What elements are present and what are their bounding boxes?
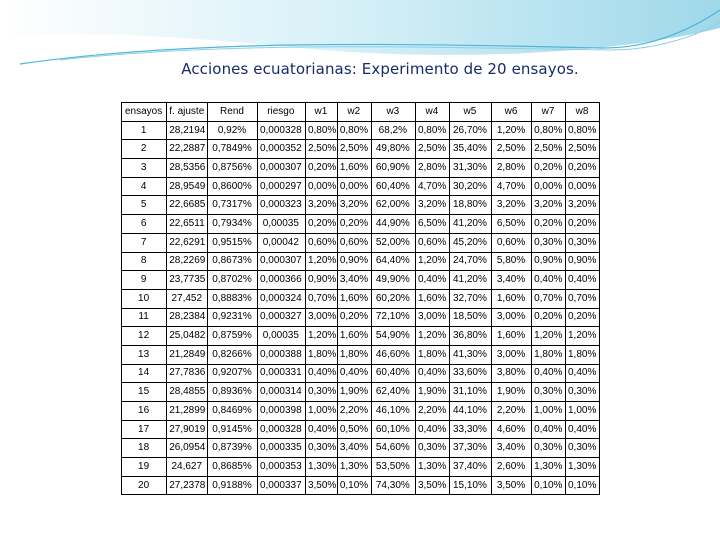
table-cell: 52,00% [371, 233, 415, 252]
table-cell: 0,60% [492, 233, 532, 252]
table-cell: 1,60% [337, 289, 371, 308]
table-cell: 3,20% [337, 196, 371, 215]
table-cell: 0,80% [337, 121, 371, 140]
table-cell: 1,60% [415, 289, 449, 308]
table-cell: 0,000335 [257, 439, 305, 458]
table-cell: 3,00% [415, 308, 449, 327]
table-cell: 0,80% [305, 121, 337, 140]
table-cell: 1,30% [337, 458, 371, 477]
table-cell: 0,40% [566, 364, 600, 383]
table-cell: 23,7735 [167, 271, 208, 290]
table-cell: 60,10% [371, 420, 415, 439]
table-cell: 2,80% [492, 159, 532, 178]
table-cell: 1,90% [337, 383, 371, 402]
table-cell: 45,20% [449, 233, 491, 252]
table-cell: 22,6291 [167, 233, 208, 252]
table-cell: 0,40% [532, 271, 566, 290]
table-cell: 1,20% [492, 121, 532, 140]
table-cell: 2,20% [415, 402, 449, 421]
table-cell: 1,80% [532, 345, 566, 364]
trial-number-cell: 11 [122, 308, 167, 327]
table-row [122, 196, 600, 215]
table-cell: 28,5356 [167, 159, 208, 178]
table-cell: 3,40% [337, 271, 371, 290]
table-cell: 4,70% [492, 177, 532, 196]
table-cell: 0,10% [566, 476, 600, 495]
table-cell: 33,30% [449, 420, 491, 439]
table-cell: 0,20% [305, 159, 337, 178]
table-cell: 27,7836 [167, 364, 208, 383]
table-cell: 0,000331 [257, 364, 305, 383]
table-cell: 3,40% [337, 439, 371, 458]
table-cell: 3,50% [415, 476, 449, 495]
table-cell: 0,000307 [257, 159, 305, 178]
table-cell: 0,00035 [257, 215, 305, 234]
trial-number-cell: 12 [122, 327, 167, 346]
table-row [122, 476, 600, 495]
table-cell: 0,000328 [257, 420, 305, 439]
table-cell: 1,60% [492, 327, 532, 346]
table-row [122, 383, 600, 402]
trial-number-cell: 15 [122, 383, 167, 402]
table-cell: 0,40% [532, 420, 566, 439]
table-cell: 2,50% [337, 140, 371, 159]
table-cell: 27,2378 [167, 476, 208, 495]
table-cell: 0,00% [566, 177, 600, 196]
header-cell: f. ajuste [167, 103, 208, 122]
table-cell: 49,90% [371, 271, 415, 290]
table-cell: 37,40% [449, 458, 491, 477]
table-row [122, 140, 600, 159]
table-cell: 0,60% [305, 233, 337, 252]
trial-number-cell: 2 [122, 140, 167, 159]
table-cell: 0,9145% [208, 420, 257, 439]
table-cell: 0,000297 [257, 177, 305, 196]
table-cell: 0,40% [566, 271, 600, 290]
table-cell: 0,40% [566, 420, 600, 439]
table-cell: 0,90% [305, 271, 337, 290]
table-cell: 0,8883% [208, 289, 257, 308]
table-cell: 3,20% [566, 196, 600, 215]
table-cell: 60,40% [371, 177, 415, 196]
table-cell: 1,80% [337, 345, 371, 364]
table-row [122, 233, 600, 252]
table-cell: 0,9207% [208, 364, 257, 383]
table-cell: 0,000388 [257, 345, 305, 364]
table-cell: 1,20% [305, 252, 337, 271]
table-cell: 0,20% [532, 215, 566, 234]
table-row [122, 345, 600, 364]
table-cell: 3,00% [305, 308, 337, 327]
table-cell: 3,50% [492, 476, 532, 495]
table-cell: 0,7934% [208, 215, 257, 234]
table-cell: 0,90% [566, 252, 600, 271]
table-cell: 2,50% [532, 140, 566, 159]
table-cell: 28,2269 [167, 252, 208, 271]
table-cell: 53,50% [371, 458, 415, 477]
table-cell: 62,00% [371, 196, 415, 215]
table-cell: 0,30% [305, 383, 337, 402]
table-cell: 54,60% [371, 439, 415, 458]
table-row [122, 271, 600, 290]
table-cell: 68,2% [371, 121, 415, 140]
table-cell: 1,30% [305, 458, 337, 477]
table-cell: 1,30% [566, 458, 600, 477]
table-row [122, 252, 600, 271]
trial-number-cell: 8 [122, 252, 167, 271]
table-cell: 0,20% [566, 159, 600, 178]
table-cell: 0,9515% [208, 233, 257, 252]
table-cell: 0,7849% [208, 140, 257, 159]
trial-number-cell: 20 [122, 476, 167, 495]
table-cell: 72,10% [371, 308, 415, 327]
table-cell: 1,00% [566, 402, 600, 421]
table-cell: 46,10% [371, 402, 415, 421]
table-cell: 2,60% [492, 458, 532, 477]
table-row [122, 458, 600, 477]
table-cell: 0,50% [337, 420, 371, 439]
table-cell: 41,20% [449, 271, 491, 290]
table-cell: 27,9019 [167, 420, 208, 439]
header-cell: ensayos [122, 103, 167, 122]
table-cell: 0,30% [305, 439, 337, 458]
table-cell: 41,20% [449, 215, 491, 234]
trial-number-cell: 5 [122, 196, 167, 215]
trial-number-cell: 10 [122, 289, 167, 308]
table-cell: 3,20% [415, 196, 449, 215]
table-cell: 1,30% [415, 458, 449, 477]
table-cell: 0,90% [337, 252, 371, 271]
table-cell: 0,00% [305, 177, 337, 196]
table-cell: 5,80% [492, 252, 532, 271]
trial-number-cell: 13 [122, 345, 167, 364]
table-cell: 0,8673% [208, 252, 257, 271]
table-cell: 28,9549 [167, 177, 208, 196]
table-cell: 60,20% [371, 289, 415, 308]
table-cell: 62,40% [371, 383, 415, 402]
table-cell: 0,000366 [257, 271, 305, 290]
trial-number-cell: 7 [122, 233, 167, 252]
table-cell: 64,40% [371, 252, 415, 271]
table-cell: 0,000323 [257, 196, 305, 215]
header-cell: w8 [566, 103, 600, 122]
table-row [122, 439, 600, 458]
table-cell: 35,40% [449, 140, 491, 159]
table-cell: 0,20% [532, 159, 566, 178]
table-cell: 24,70% [449, 252, 491, 271]
trial-number-cell: 16 [122, 402, 167, 421]
table-cell: 1,60% [492, 289, 532, 308]
table-cell: 0,8685% [208, 458, 257, 477]
table-cell: 22,6685 [167, 196, 208, 215]
table-cell: 1,20% [415, 252, 449, 271]
table-cell: 0,8936% [208, 383, 257, 402]
table-row [122, 121, 600, 140]
header-cell: w1 [305, 103, 337, 122]
table-cell: 4,70% [415, 177, 449, 196]
table-cell: 3,40% [492, 439, 532, 458]
table-cell: 33,60% [449, 364, 491, 383]
table-cell: 1,00% [532, 402, 566, 421]
table-cell: 41,30% [449, 345, 491, 364]
table-cell: 60,90% [371, 159, 415, 178]
table-cell: 3,50% [305, 476, 337, 495]
header-cell: w3 [371, 103, 415, 122]
table-cell: 0,40% [415, 420, 449, 439]
table-cell: 1,80% [415, 345, 449, 364]
table-cell: 0,40% [305, 420, 337, 439]
table-cell: 18,80% [449, 196, 491, 215]
table-cell: 0,92% [208, 121, 257, 140]
table-cell: 1,00% [305, 402, 337, 421]
table-cell: 2,20% [492, 402, 532, 421]
table-cell: 1,20% [566, 327, 600, 346]
trial-number-cell: 14 [122, 364, 167, 383]
table-cell: 28,2194 [167, 121, 208, 140]
table-row [122, 177, 600, 196]
table-cell: 0,80% [532, 121, 566, 140]
table-cell: 0,70% [305, 289, 337, 308]
table-cell: 0,8702% [208, 271, 257, 290]
table-cell: 31,10% [449, 383, 491, 402]
table-cell: 15,10% [449, 476, 491, 495]
table-cell: 3,20% [492, 196, 532, 215]
table-cell: 74,30% [371, 476, 415, 495]
table-cell: 60,40% [371, 364, 415, 383]
table-cell: 27,452 [167, 289, 208, 308]
trial-number-cell: 4 [122, 177, 167, 196]
table-cell: 26,70% [449, 121, 491, 140]
trial-number-cell: 3 [122, 159, 167, 178]
table-cell: 0,40% [305, 364, 337, 383]
table-cell: 0,000327 [257, 308, 305, 327]
table-cell: 0,60% [415, 233, 449, 252]
table-cell: 6,50% [415, 215, 449, 234]
table-cell: 0,30% [566, 439, 600, 458]
table-cell: 1,90% [492, 383, 532, 402]
table-cell: 21,2849 [167, 345, 208, 364]
table-cell: 0,40% [415, 271, 449, 290]
table-cell: 0,8739% [208, 439, 257, 458]
table-cell: 3,00% [492, 345, 532, 364]
header-cell: riesgo [257, 103, 305, 122]
table-cell: 0,20% [566, 215, 600, 234]
table-row [122, 215, 600, 234]
trial-number-cell: 18 [122, 439, 167, 458]
table-cell: 0,000352 [257, 140, 305, 159]
table-cell: 6,50% [492, 215, 532, 234]
table-cell: 30,20% [449, 177, 491, 196]
table-cell: 2,50% [415, 140, 449, 159]
header-cell: w4 [415, 103, 449, 122]
table-cell: 25,0482 [167, 327, 208, 346]
table-cell: 0,7317% [208, 196, 257, 215]
table-cell: 0,40% [337, 364, 371, 383]
table-cell: 2,80% [415, 159, 449, 178]
header-cell: w6 [492, 103, 532, 122]
table-cell: 3,40% [492, 271, 532, 290]
table-cell: 0,20% [532, 308, 566, 327]
table-cell: 44,90% [371, 215, 415, 234]
header-cell: w5 [449, 103, 491, 122]
table-cell: 24,627 [167, 458, 208, 477]
table-cell: 0,8759% [208, 327, 257, 346]
table-cell: 0,70% [566, 289, 600, 308]
table-cell: 0,8600% [208, 177, 257, 196]
table-cell: 2,50% [492, 140, 532, 159]
table-cell: 0,8266% [208, 345, 257, 364]
table-cell: 2,20% [337, 402, 371, 421]
table-cell: 3,80% [492, 364, 532, 383]
table-cell: 0,30% [566, 383, 600, 402]
table-cell: 28,4855 [167, 383, 208, 402]
table-cell: 1,20% [532, 327, 566, 346]
table-cell: 0,00% [337, 177, 371, 196]
table-cell: 28,2384 [167, 308, 208, 327]
table-row [122, 289, 600, 308]
table-row [122, 402, 600, 421]
table-cell: 0,8469% [208, 402, 257, 421]
table-cell: 3,20% [532, 196, 566, 215]
table-cell: 1,30% [532, 458, 566, 477]
table-cell: 1,20% [305, 327, 337, 346]
table-cell: 0,30% [532, 233, 566, 252]
table-cell: 0,9188% [208, 476, 257, 495]
table-cell: 0,000314 [257, 383, 305, 402]
table-cell: 0,00035 [257, 327, 305, 346]
table-cell: 0,000353 [257, 458, 305, 477]
table-cell: 0,00% [532, 177, 566, 196]
table-cell: 1,90% [415, 383, 449, 402]
header-cell: w2 [337, 103, 371, 122]
table-cell: 0,20% [337, 215, 371, 234]
table-cell: 0,90% [532, 252, 566, 271]
table-body [122, 121, 600, 495]
table-cell: 37,30% [449, 439, 491, 458]
table-cell: 4,60% [492, 420, 532, 439]
table-row [122, 364, 600, 383]
table-cell: 2,50% [305, 140, 337, 159]
trial-number-cell: 17 [122, 420, 167, 439]
table-cell: 1,80% [566, 345, 600, 364]
table-cell: 0,70% [532, 289, 566, 308]
trial-number-cell: 1 [122, 121, 167, 140]
table-cell: 0,000398 [257, 402, 305, 421]
table-cell: 1,80% [305, 345, 337, 364]
table-cell: 22,2887 [167, 140, 208, 159]
table-cell: 49,80% [371, 140, 415, 159]
table-cell: 0,10% [532, 476, 566, 495]
table-cell: 0,10% [337, 476, 371, 495]
table-cell: 44,10% [449, 402, 491, 421]
table-cell: 2,50% [566, 140, 600, 159]
table-cell: 0,9231% [208, 308, 257, 327]
table-cell: 0,60% [337, 233, 371, 252]
trial-number-cell: 6 [122, 215, 167, 234]
table-cell: 32,70% [449, 289, 491, 308]
table-cell: 31,30% [449, 159, 491, 178]
table-cell: 0,00042 [257, 233, 305, 252]
table-cell: 0,80% [415, 121, 449, 140]
table-cell: 0,80% [566, 121, 600, 140]
table-cell: 46,60% [371, 345, 415, 364]
table-row [122, 327, 600, 346]
table-cell: 0,20% [337, 308, 371, 327]
table-cell: 1,60% [337, 159, 371, 178]
table-cell: 0,000328 [257, 121, 305, 140]
table-cell: 0,40% [415, 364, 449, 383]
table-cell: 0,000324 [257, 289, 305, 308]
table-cell: 1,20% [415, 327, 449, 346]
table-row [122, 420, 600, 439]
table-cell: 18,50% [449, 308, 491, 327]
table-cell: 0,000337 [257, 476, 305, 495]
trial-number-cell: 19 [122, 458, 167, 477]
results-table [121, 102, 600, 495]
table-cell: 54,90% [371, 327, 415, 346]
table-cell: 36,80% [449, 327, 491, 346]
table-cell: 0,40% [532, 364, 566, 383]
table-cell: 1,60% [337, 327, 371, 346]
table-cell: 0,30% [566, 233, 600, 252]
header-cell: Rend [208, 103, 257, 122]
table-header-row [122, 103, 600, 122]
table-cell: 3,20% [305, 196, 337, 215]
table-row [122, 308, 600, 327]
header-cell: w7 [532, 103, 566, 122]
trial-number-cell: 9 [122, 271, 167, 290]
table-cell: 22,6511 [167, 215, 208, 234]
table-cell: 0,8756% [208, 159, 257, 178]
table-cell: 3,00% [492, 308, 532, 327]
table-cell: 21,2899 [167, 402, 208, 421]
table-cell: 26,0954 [167, 439, 208, 458]
table-cell: 0,30% [532, 383, 566, 402]
table-cell: 0,30% [532, 439, 566, 458]
table-row [122, 159, 600, 178]
table-cell: 0,20% [566, 308, 600, 327]
table-cell: 0,20% [305, 215, 337, 234]
slide-title: Acciones ecuatorianas: Experimento de 20 ensayos. [181, 60, 579, 78]
table-cell: 0,30% [415, 439, 449, 458]
table-cell: 0,000307 [257, 252, 305, 271]
